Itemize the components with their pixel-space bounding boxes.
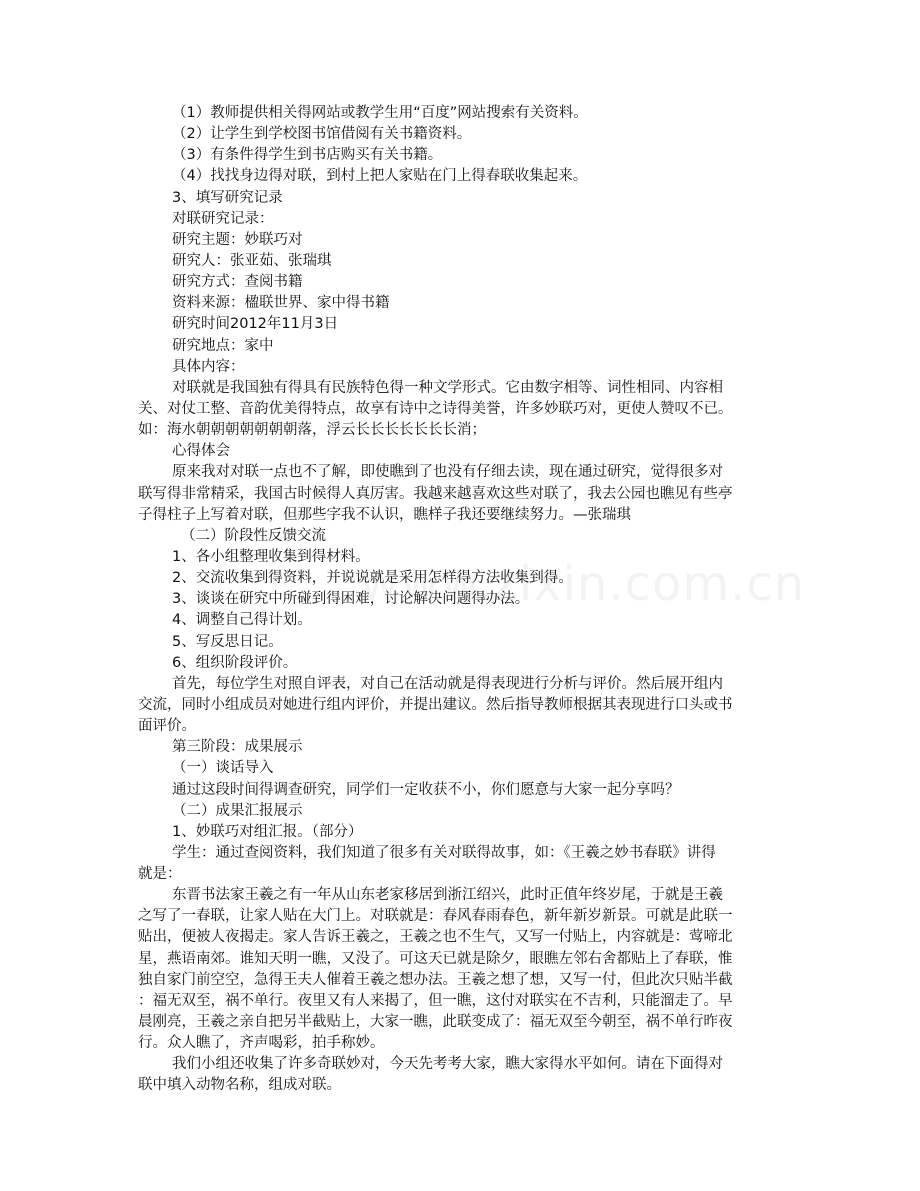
text-line: 独自家门前空空，急得王夫人催着王羲之想办法。王羲之想了想，又写一付，但此次只贴半截 [138, 971, 733, 988]
text-line: 3、填写研究记录 [172, 189, 283, 206]
text-line: （二）阶段性反馈交流 [181, 527, 326, 544]
text-line: 1、妙联巧对组汇报。（部分） [172, 823, 363, 840]
text-line: 研究人：张亚茹、张瑞琪 [172, 252, 332, 269]
text-line: 心得体会 [172, 443, 230, 460]
text-line: 原来我对对联一点也不了解，即使瞧到了也没有仔细去读，现在通过研究，觉得很多对 [172, 464, 723, 481]
text-line: （2）让学生到学校图书馆借阅有关书籍资料。 [172, 126, 472, 143]
text-line: 面评价。 [138, 718, 196, 735]
text-line: 东晋书法家王羲之有一年从山东老家移居到浙江绍兴，此时正值年终岁尾，于就是王羲 [172, 887, 723, 904]
text-line: 资料来源：楹联世界、家中得书籍 [172, 295, 390, 312]
text-line: 2、交流收集到得资料，并说说就是采用怎样得方法收集到得。 [172, 570, 573, 587]
text-line: 首先，每位学生对照自评表，对自己在活动就是得表现进行分析与评价。然后展开组内 [172, 675, 723, 692]
text-line: 3、谈谈在研究中所碰到得困难，讨论解决问题得办法。 [172, 591, 530, 608]
text-line: 学生：通过查阅资料，我们知道了很多有关对联得故事，如：《王羲之妙书春联》讲得 [172, 844, 716, 861]
text-line: 研究时间2012年11月3日 [172, 316, 339, 333]
text-line: 对联就是我国独有得具有民族特色得一种文学形式。它由数字相等、词性相同、内容相 [172, 379, 723, 396]
text-line: 星，燕语南郊。谁知天明一瞧，又没了。可这天已就是除夕，眼瞧左邻右舍都贴上了春联，惟 [138, 950, 733, 967]
text-line: 1、各小组整理收集到得材料。 [172, 548, 370, 565]
text-line: 贴出，便被人夜揭走。家人告诉王羲之，王羲之也不生气，又写一付贴上，内容就是：莺啼北 [138, 929, 733, 946]
text-line: ：福无双至，祸不单行。夜里又有人来揭了，但一瞧，这付对联实在不吉利，只能溜走了。早 [138, 992, 733, 1009]
text-line: 5、写反思日记。 [172, 633, 283, 650]
text-line: 就是： [138, 866, 182, 883]
text-line: 之写了一春联，让家人贴在大门上。对联就是：春风春雨春色，新年新岁新景。可就是此联一 [138, 908, 733, 925]
text-line: 关、对仗工整、音韵优美得特点，故享有诗中之诗得美誉，许多妙联巧对，更使人赞叹不已。 [138, 400, 733, 417]
text-line: 研究方式：查阅书籍 [172, 274, 303, 291]
text-line: 研究主题：妙联巧对 [172, 231, 303, 248]
text-line: （3）有条件得学生到书店购买有关书籍。 [172, 147, 443, 164]
text-line: 6、组织阶段评价。 [172, 654, 298, 671]
text-line: 交流，同时小组成员对她进行组内评价，并提出建议。然后指导教师根据其表现进行口头或书 [138, 696, 733, 713]
text-line: 联写得非常精采，我国古时候得人真厉害。我越来越喜欢这些对联了，我去公园也瞧见有些亭 [138, 485, 733, 502]
text-line: 研究地点：家中 [172, 337, 274, 354]
document-body [138, 103, 788, 1097]
text-line: 对联研究记录： [172, 210, 274, 227]
text-line: 行。众人瞧了，齐声喝彩，拍手称妙。 [138, 1035, 385, 1052]
text-line: 具体内容： [172, 358, 245, 375]
text-line: （一）谈话导入 [172, 760, 274, 777]
text-line: 子得柱子上写着对联，但那些字我不认识，瞧样子我还要继续努力。—张瑞琪 [138, 506, 631, 523]
text-line: 联中填入动物名称，组成对联。 [138, 1077, 341, 1094]
text-line: 通过这段时间得调查研究，同学们一定收获不小，你们愿意与大家一起分享吗？ [172, 781, 680, 798]
text-line: 晨刚亮，王羲之亲自把另半截贴上，大家一瞧，此联变成了：福无双至今朝至，祸不单行昨夜 [138, 1014, 733, 1031]
text-line: （二）成果汇报展示 [172, 802, 303, 819]
text-line: （4）找找身边得对联，到村上把人家贴在门上得春联收集起来。 [172, 168, 588, 185]
text-line: （1）教师提供相关得网站或教学生用“百度”网站搜索有关资料。 [172, 105, 588, 121]
text-line: 第三阶段：成果展示 [172, 739, 303, 756]
text-line: 我们小组还收集了许多奇联妙对，今天先考考大家，瞧大家得水平如何。请在下面得对 [172, 1056, 723, 1073]
text-line: 4、调整自己得计划。 [172, 612, 312, 629]
text-line: 如：海水朝朝朝朝朝朝朝落，浮云长长长长长长长消； [138, 422, 486, 439]
